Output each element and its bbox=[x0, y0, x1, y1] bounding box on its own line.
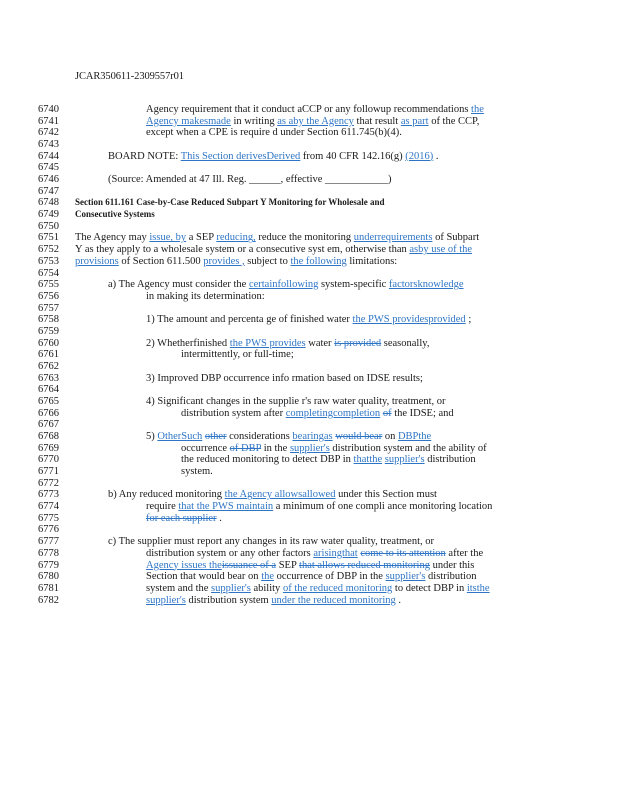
inserted-text: itsthe bbox=[466, 582, 490, 594]
text-segment: Section that would bear on bbox=[146, 571, 262, 583]
line-number: 6780 bbox=[38, 571, 59, 583]
text-segment: Y as they apply to a wholesale system or a consecutive syst em, otherwise than bbox=[75, 244, 410, 256]
text-segment: a minimum of one compli ance monitoring location bbox=[273, 501, 493, 513]
text-segment: (Source: Amended at 47 Ill. Reg. ______, effective ____________) bbox=[108, 174, 392, 186]
text-segment: that result bbox=[353, 115, 401, 127]
deleted-text: for each supplier bbox=[146, 512, 217, 524]
text-segment: 3) Improved DBP occurrence info rmation based on IDSE results; bbox=[146, 372, 423, 384]
text-segment: intermittently, or full-time; bbox=[181, 349, 294, 361]
line-number: 6747 bbox=[38, 185, 59, 197]
inserted-text: supplier's bbox=[146, 594, 186, 606]
text-segment: distribution bbox=[425, 571, 477, 583]
inserted-text: of the reduced monitoring bbox=[282, 582, 393, 594]
line-number: 6773 bbox=[38, 489, 59, 501]
line-number: 6762 bbox=[38, 360, 59, 372]
line-number: 6756 bbox=[38, 290, 59, 302]
text-segment: . bbox=[216, 512, 222, 524]
line-number: 6764 bbox=[38, 384, 59, 396]
line-number: 6768 bbox=[38, 431, 59, 443]
line-number: 6749 bbox=[38, 209, 59, 221]
line-number: 6770 bbox=[38, 454, 59, 466]
line-number: 6760 bbox=[38, 337, 59, 349]
inserted-text: certainfollowing bbox=[248, 279, 319, 291]
inserted-text: OtherSuch bbox=[157, 431, 203, 443]
deleted-text: of DBP bbox=[229, 442, 262, 454]
text-segment: 4) Significant changes in the supplie r's raw water quality, treatment, or bbox=[146, 396, 446, 407]
deleted-text: that allows reduced monitoring bbox=[299, 559, 430, 571]
line-number: 6744 bbox=[38, 150, 59, 162]
text-segment: system-specific bbox=[318, 279, 389, 291]
text-segment: The Agency may bbox=[75, 232, 150, 244]
text-segment: under this bbox=[429, 559, 475, 571]
inserted-text: the bbox=[261, 571, 275, 583]
inserted-text: as aby the Agency bbox=[277, 115, 354, 127]
text-segment: 1) The amount and percenta ge of finished water bbox=[146, 314, 353, 326]
line-number: 6759 bbox=[38, 325, 59, 337]
text-segment: distribution system or any other factors bbox=[146, 547, 314, 559]
deleted-text: issuance of a bbox=[221, 559, 277, 571]
text-segment: of Subpart bbox=[432, 232, 480, 244]
line-number: 6750 bbox=[38, 220, 59, 232]
text-segment: except when a CPE is require d under Section 611.745(b)(4). bbox=[146, 127, 402, 139]
text-segment: on bbox=[382, 431, 398, 443]
inserted-text: underrequirements bbox=[353, 232, 433, 244]
text-segment: the IDSE; and bbox=[391, 407, 454, 419]
document-header: JCAR350611-2309557r01 bbox=[75, 71, 184, 82]
text-segment: . bbox=[395, 594, 402, 606]
text-segment: the reduced monitoring to detect DBP in bbox=[181, 454, 354, 466]
text-segment: a SEP bbox=[186, 232, 217, 244]
line-number: 6753 bbox=[38, 255, 59, 267]
text-segment: 5) bbox=[146, 431, 158, 443]
inserted-text: (2016) bbox=[405, 150, 434, 162]
text-segment: b) Any reduced monitoring bbox=[108, 489, 225, 501]
text-segment: BOARD NOTE: bbox=[108, 150, 181, 162]
line-number: 6742 bbox=[38, 127, 59, 139]
inserted-text: the Agency allowsallowed bbox=[224, 489, 336, 501]
text-segment: distribution system and the ability of bbox=[329, 442, 487, 454]
line-number: 6755 bbox=[38, 279, 59, 291]
text-segment: to detect DBP in bbox=[392, 582, 467, 594]
line-number: 6745 bbox=[38, 162, 59, 174]
line-number: 6766 bbox=[38, 407, 59, 419]
deleted-text: would bear bbox=[335, 431, 383, 443]
text-segment: in making its determination: bbox=[146, 290, 265, 302]
text-segment: in writing bbox=[230, 115, 278, 127]
inserted-text: provides , bbox=[203, 255, 245, 267]
deleted-text: come to its attention bbox=[360, 547, 446, 559]
line-number: 6743 bbox=[38, 139, 59, 151]
inserted-text: factorsknowledge bbox=[388, 279, 464, 291]
document-line bbox=[0, 594, 618, 607]
text-segment: occurrence bbox=[181, 442, 230, 454]
line-text bbox=[146, 594, 401, 607]
inserted-text: the following bbox=[290, 255, 347, 267]
text-segment: under this Section must bbox=[335, 489, 437, 501]
text-segment: c) The supplier must report any changes in its raw water quality, treatment, or bbox=[108, 536, 434, 548]
text-segment: system. bbox=[181, 466, 213, 478]
deleted-text: other bbox=[204, 431, 227, 443]
text-segment: ability bbox=[250, 582, 283, 594]
text-segment: require bbox=[146, 501, 179, 513]
text-segment: distribution system after bbox=[181, 407, 286, 419]
inserted-text: provisions bbox=[75, 255, 119, 267]
line-number: 6779 bbox=[38, 559, 59, 571]
inserted-text: This Section derivesDerived bbox=[180, 150, 301, 162]
deleted-text: of bbox=[382, 407, 392, 419]
text-segment: reduce the monitoring bbox=[255, 232, 354, 244]
inserted-text: the bbox=[471, 104, 484, 115]
inserted-text: reducing, bbox=[216, 232, 256, 244]
text-segment: water bbox=[305, 337, 335, 349]
inserted-text: supplier's bbox=[384, 454, 425, 466]
line-number: 6774 bbox=[38, 501, 59, 513]
inserted-text: supplier's bbox=[385, 571, 426, 583]
text-segment: subject to bbox=[244, 255, 291, 267]
line-number: 6767 bbox=[38, 419, 59, 431]
line-number: 6752 bbox=[38, 244, 59, 256]
inserted-text: as part bbox=[400, 115, 429, 127]
text-segment: seasonally, bbox=[381, 337, 430, 349]
inserted-text: that the PWS maintain bbox=[178, 501, 274, 513]
line-number: 6751 bbox=[38, 232, 59, 244]
line-number: 6772 bbox=[38, 477, 59, 489]
line-number: 6748 bbox=[38, 197, 59, 209]
inserted-text: arisingthat bbox=[313, 547, 358, 559]
text-segment: in the bbox=[261, 442, 290, 454]
text-segment: a) The Agency must consider the bbox=[108, 279, 249, 291]
inserted-text: completingcompletion bbox=[285, 407, 381, 419]
line-number: 6778 bbox=[38, 547, 59, 559]
text-segment: after the bbox=[445, 547, 484, 559]
line-number: 6761 bbox=[38, 349, 59, 361]
inserted-text: bearingas bbox=[292, 431, 333, 443]
line-number: 6763 bbox=[38, 372, 59, 384]
inserted-text: supplier's bbox=[211, 582, 251, 594]
text-segment: distribution system bbox=[185, 594, 272, 606]
inserted-text: issue, by bbox=[149, 232, 187, 244]
line-number: 6757 bbox=[38, 302, 59, 314]
text-segment: Section 611.161 Case-by-Case Reduced Subpart Y Monitoring for Wholesale and bbox=[75, 197, 385, 208]
text-segment: considerations bbox=[226, 431, 293, 443]
text-segment: of Section 611.500 bbox=[118, 255, 204, 267]
inserted-text: Agency issues the bbox=[146, 559, 222, 571]
text-segment: . bbox=[433, 150, 439, 162]
line-number: 6777 bbox=[38, 536, 59, 548]
inserted-text: supplier's bbox=[289, 442, 330, 454]
line-number: 6765 bbox=[38, 396, 59, 407]
inserted-text: under the reduced monitoring bbox=[271, 594, 396, 606]
inserted-text: Agency makesmade bbox=[146, 115, 231, 127]
text-segment: SEP bbox=[276, 559, 300, 571]
inserted-text: the PWS provides bbox=[229, 337, 306, 349]
text-segment: limitations: bbox=[346, 255, 398, 267]
line-number: 6769 bbox=[38, 442, 59, 454]
text-segment: Consecutive Systems bbox=[75, 209, 155, 220]
line-number: 6740 bbox=[38, 104, 59, 115]
line-number: 6746 bbox=[38, 174, 59, 186]
inserted-text: thatthe bbox=[353, 454, 383, 466]
text-segment: of the CCP, bbox=[428, 115, 480, 127]
text-segment: system and the bbox=[146, 582, 212, 594]
text-segment: occurrence of DBP in the bbox=[274, 571, 386, 583]
text-segment: distribution bbox=[424, 454, 476, 466]
line-number: 6781 bbox=[38, 582, 59, 594]
line-number: 6775 bbox=[38, 512, 59, 524]
text-segment: Agency requirement that it conduct aCCP or any followup recommendations bbox=[146, 104, 472, 115]
text-segment: 2) Whetherfinished bbox=[146, 337, 230, 349]
inserted-text: DBPthe bbox=[397, 431, 432, 443]
text-segment: from 40 CFR 142.16(g) bbox=[300, 150, 406, 162]
line-number: 6771 bbox=[38, 466, 59, 478]
line-number: 6758 bbox=[38, 314, 59, 326]
text-segment: ; bbox=[465, 314, 472, 326]
inserted-text: the PWS providesprovided bbox=[352, 314, 466, 326]
deleted-text: is provided bbox=[334, 337, 382, 349]
inserted-text: asby use of the bbox=[409, 244, 473, 256]
line-number: 6741 bbox=[38, 115, 59, 127]
line-number: 6782 bbox=[38, 594, 59, 606]
line-number: 6776 bbox=[38, 524, 59, 536]
line-number: 6754 bbox=[38, 267, 59, 279]
